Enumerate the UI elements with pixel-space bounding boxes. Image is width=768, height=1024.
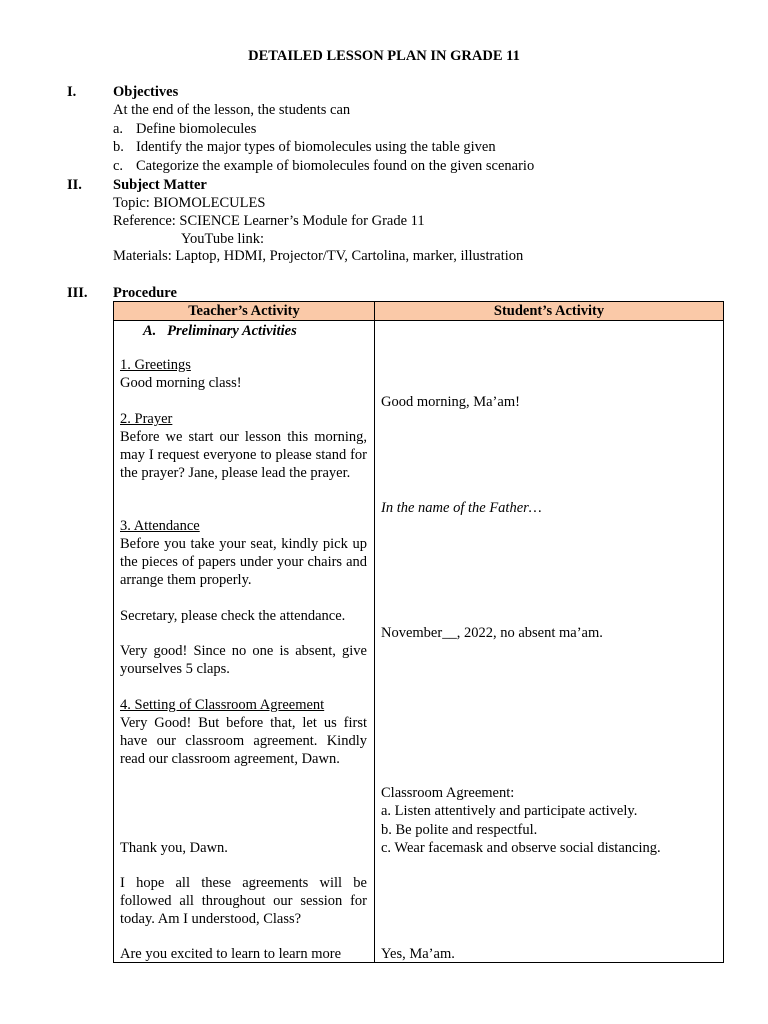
procedure-numeral: III. [67,285,88,301]
objective-text: Define biomolecules [136,121,257,137]
agreement-reply-title: Classroom Agreement: [381,785,515,801]
agreement-text: Very Good! But before that, let us first have our classroom agreement. Kindly read our classroom agreement, Dawn. [120,715,367,767]
objective-item [113,138,496,156]
greetings-text: Good morning class! [120,375,242,391]
secretary-text: Secretary, please check the attendance. [120,608,346,624]
thanks-text: Thank you, Dawn. [120,840,228,856]
objective-item [113,157,534,175]
preliminary-activities-heading: A. Preliminary Activities [143,323,297,339]
greetings-heading: 1. Greetings [120,357,191,373]
teacher-column [114,321,375,963]
prayer-heading: 2. Prayer [120,411,173,427]
subject-matter-heading: Subject Matter [113,177,207,193]
objectives-heading: Objectives [113,84,179,100]
document-title: DETAILED LESSON PLAN IN GRADE 11 [248,48,520,64]
attendance-text: Before you take your seat, kindly pick up the pieces of papers under your chairs and arrange them properly. [120,536,367,588]
topic-line: Topic: BIOMOLECULES [113,195,266,211]
materials-line: Materials: Laptop, HDMI, Projector/TV, Cartolina, marker, illustration [113,248,524,264]
objective-text: Identify the major types of biomolecules using the table given [136,139,496,155]
teacher-activity-header: Teacher’s Activity [114,302,375,321]
objectives-numeral: I. [67,84,77,100]
attendance-reply: November__, 2022, no absent ma’am. [381,625,603,641]
student-column [375,321,724,963]
excited-reply: Yes, Ma’am. [381,946,455,962]
greetings-reply: Good morning, Ma’am! [381,394,520,410]
prayer-reply: In the name of the Father… [381,500,542,516]
objective-item [113,120,256,138]
subject-matter-numeral: II. [67,177,82,193]
excited-text: Are you excited to learn to learn more [120,946,342,962]
youtube-link-line: YouTube link: [181,231,265,247]
objectives-intro: At the end of the lesson, the students can [113,102,351,118]
reference-line: Reference: SCIENCE Learner’s Module for Grade 11 [113,213,425,229]
procedure-heading: Procedure [113,285,177,301]
agreement-heading: 4. Setting of Classroom Agreement [120,697,325,713]
procedure-table [113,301,724,963]
objective-text: Categorize the example of biomolecules found on the given scenario [136,158,535,174]
hope-text: I hope all these agreements will be followed all throughout our session for today. Am I understood, Class? [120,875,367,927]
claps-text: Very good! Since no one is absent, give yourselves 5 claps. [120,643,367,677]
agreement-reply-item: c. Wear facemask and observe social distancing. [381,840,661,856]
agreement-reply-item: b. Be polite and respectful. [381,822,538,838]
prayer-text: Before we start our lesson this morning, may I request everyone to please stand for the prayer? Jane, please lead the prayer. [120,429,367,481]
objective-letter: a. [113,121,124,137]
agreement-reply-item: a. Listen attentively and participate actively. [381,803,638,819]
objective-letter: b. [113,139,124,155]
objective-letter: c. [113,158,124,174]
attendance-heading: 3. Attendance [120,518,200,534]
student-activity-header: Student’s Activity [375,302,724,321]
